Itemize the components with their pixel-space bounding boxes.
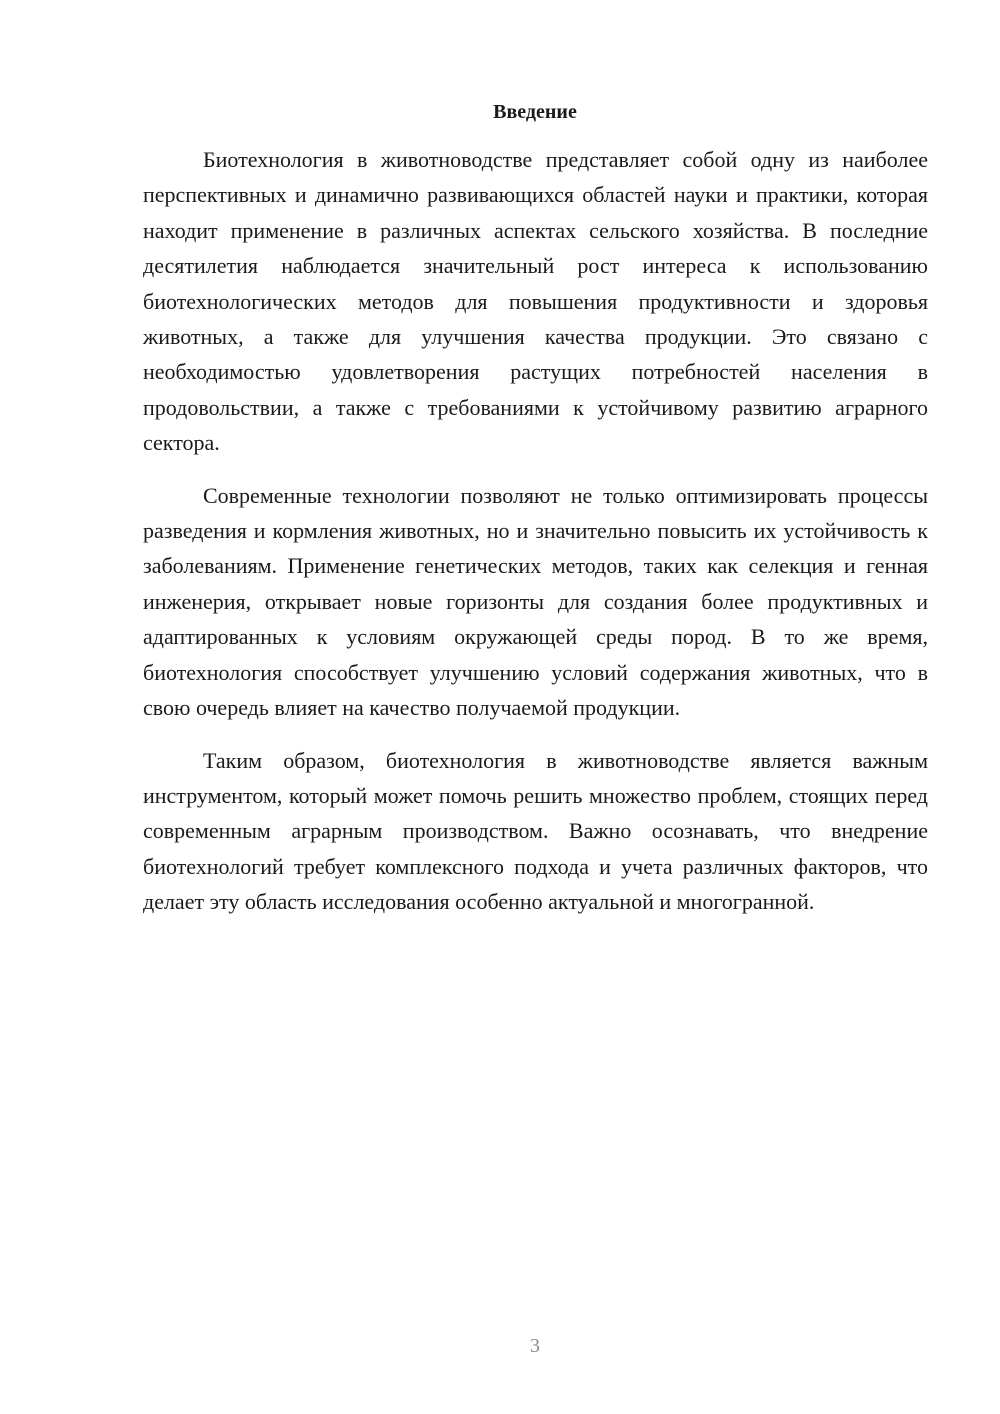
section-heading: Введение [493, 101, 577, 123]
paragraph-2: Современные технологии позволяют не только оптимизировать процессы разведения и кормления животных, но и значительно повысить их устойчивость к заболеваниям. Применение генетических методов, таких как селекция и генная инженерия, открывает новые горизонты для создания более продуктивных и адаптированных к условиям окружающей среды пород. В то же время, биотехнология способствует улучшению условий содержания животных, что в свою очередь влияет на качество получаемой продукции. [143, 482, 928, 721]
page-number: 3 [530, 1335, 540, 1357]
paragraph-3: Таким образом, биотехнология в животноводстве является важным инструментом, который может помочь решить множество проблем, стоящих перед современным аграрным производством. Важно осознавать, что внедрение биотехнологий требует комплексного подхода и учета различных факторов, что делает эту область исследования особенно актуальной и многогранной. [143, 747, 928, 915]
body-text [143, 142, 928, 920]
paragraph-1: Биотехнология в животноводстве представляет собой одну из наиболее перспективных и динамично развивающихся областей науки и практики, которая находит применение в различных аспектах сельского хозяйства. В последние десятилетия наблюдается значительный рост интереса к использованию биотехнологических методов для повышения продуктивности и здоровья животных, а также для улучшения качества продукции. Это связано с необходимостью удовлетворения растущих потребностей населения в продовольствии, а также с требованиями к устойчивому развитию аграрного сектора. [143, 147, 928, 456]
